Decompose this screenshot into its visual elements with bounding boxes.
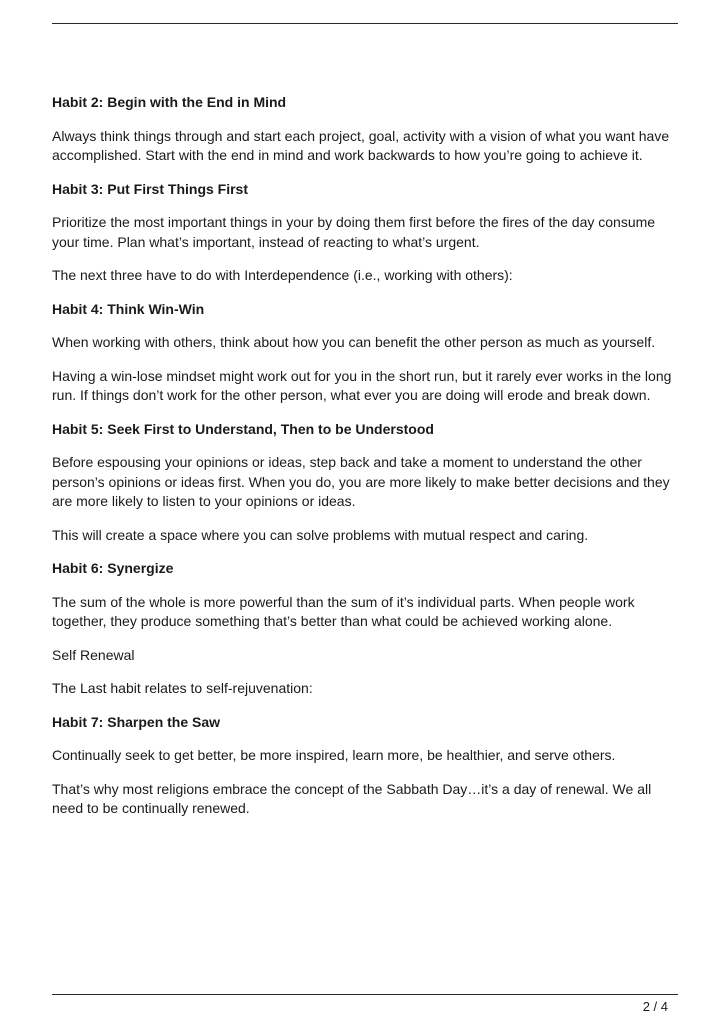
habit-5-heading: Habit 5: Seek First to Understand, Then to be Understood	[52, 420, 434, 437]
habit-4-heading: Habit 4: Think Win-Win	[52, 300, 205, 317]
habit-2-heading: Habit 2: Begin with the End in Mind	[52, 94, 287, 110]
interdependence-intro: The next three have to do with Interdependence (i.e., working with others):	[52, 267, 513, 283]
self-renewal-label: Self Renewal	[52, 646, 135, 663]
habit-2-body: Always think things through and start each project, goal, activity with a vision of what you want have accomplished. Start with the end in mind and work backwards to how you’re going to achieve it.	[52, 127, 670, 163]
habit-7-heading: Habit 7: Sharpen the Saw	[52, 713, 221, 730]
habit-4-body: When working with others, think about how you can benefit the other person as much as yourself.	[52, 334, 656, 350]
habit-6-heading: Habit 6: Synergize	[52, 560, 174, 576]
habit-5-body: Before espousing your opinions or ideas, step back and take a moment to understand the other person’s opinions or ideas first. When you do, you are more likely to make better decisions and they are more likely to listen to your opinions or ideas.	[52, 454, 670, 509]
habit-7-body: Continually seek to get better, be more inspired, learn more, be healthier, and serve others.	[52, 747, 616, 763]
header-rule	[52, 23, 678, 24]
habit-4-body-2: Having a win-lose mindset might work out for you in the short run, but it rarely ever works in the long run. If things don’t work for the other person, what ever you are doing will erode and break down.	[52, 367, 672, 403]
page-number: 2 / 4	[642, 999, 668, 1014]
habit-7-body-2: That’s why most religions embrace the concept of the Sabbath Day…it’s a day of renewal. We all need to be continually renewed.	[52, 780, 652, 816]
habit-3-heading: Habit 3: Put First Things First	[52, 180, 249, 197]
habit-3-body: Prioritize the most important things in your by doing them first before the fires of the day consume your time. Plan what’s important, instead of reacting to what’s urgent.	[52, 214, 656, 250]
habit-5-body-2: This will create a space where you can solve problems with mutual respect and caring.	[52, 526, 589, 543]
habit-6-body: The sum of the whole is more powerful than the sum of it’s individual parts. When people work together, they produce something that’s better than what could be achieved working alone.	[52, 593, 635, 629]
footer-rule	[52, 994, 678, 995]
last-habit-intro: The Last habit relates to self-rejuvenation:	[52, 680, 313, 696]
document-body	[52, 93, 684, 833]
